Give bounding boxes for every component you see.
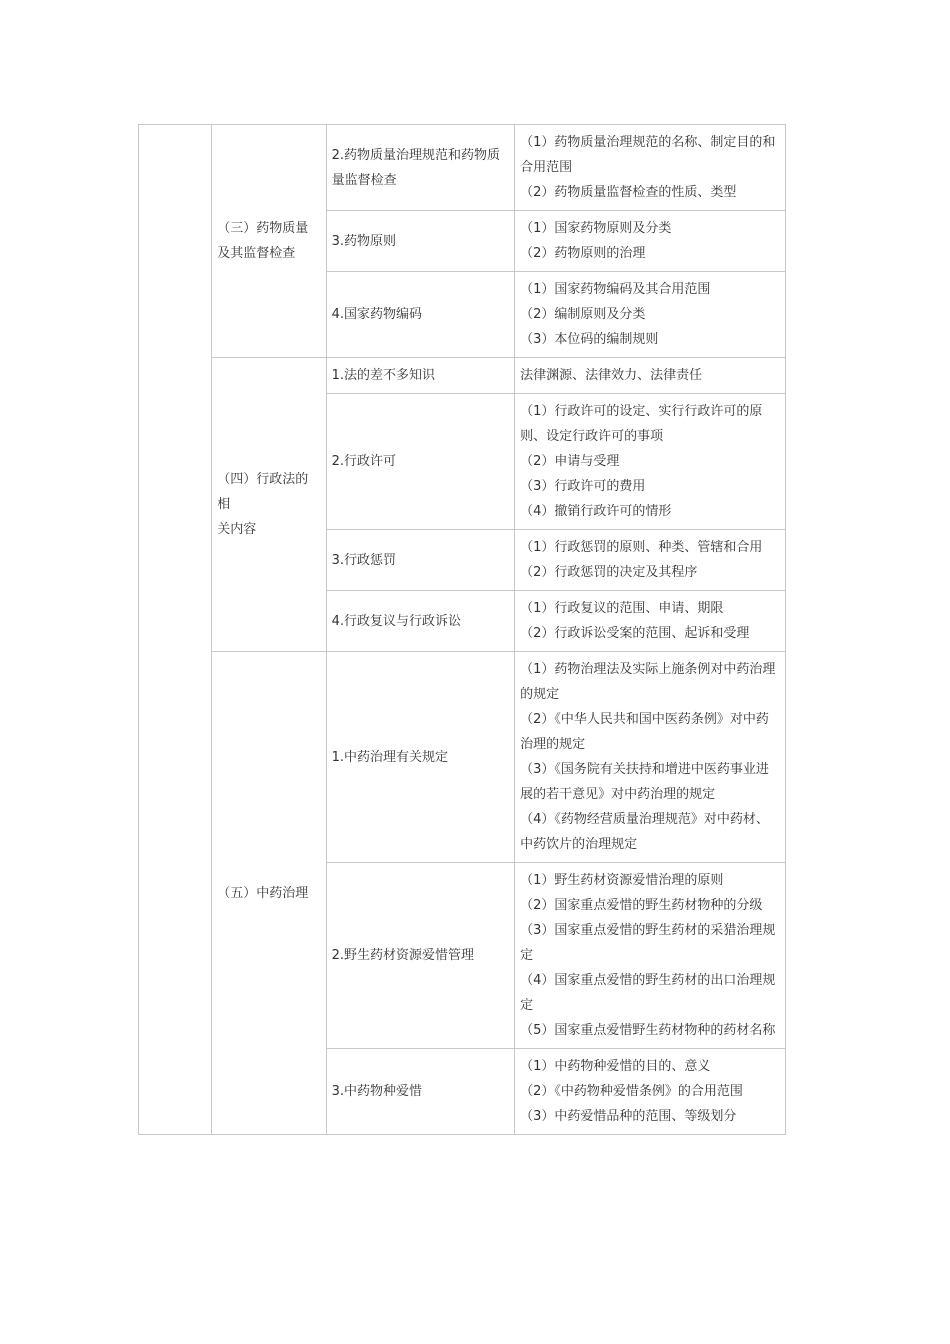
point-item: （3）本位码的编制规则	[520, 332, 659, 347]
points-cell	[515, 863, 786, 1049]
topic-cell	[326, 211, 515, 272]
point-item: （1）药物质量治理规范的名称、制定目的和合用范围	[520, 135, 776, 175]
point-item: （2）药物原则的治理	[520, 246, 646, 261]
point-item: （3）国家重点爱惜的野生药材的采猎治理规定	[520, 923, 776, 963]
topic-cell	[326, 652, 515, 863]
blank-first-column-cell	[139, 125, 212, 1135]
point-item: （2）行政诉讼受案的范围、起诉和受理	[520, 626, 750, 641]
topic-cell	[326, 272, 515, 358]
points-cell	[515, 358, 786, 394]
point-item: （3）中药爱惜品种的范围、等级划分	[520, 1109, 737, 1124]
point-item: 法律渊源、法律效力、法律责任	[520, 368, 703, 383]
point-item: （4）《药物经营质量治理规范》对中药材、中药饮片的治理规定	[520, 812, 769, 852]
table-row	[139, 652, 786, 863]
point-item: （1）国家药物原则及分类	[520, 221, 672, 236]
syllabus-table	[138, 124, 786, 1135]
points-cell	[515, 1049, 786, 1135]
point-item: （1）药物治理法及实际上施条例对中药治理的规定	[520, 662, 776, 702]
topic-label: 2.药物质量治理规范和药物质量监督检查	[331, 147, 500, 188]
topic-label: 2.行政许可	[331, 454, 396, 469]
topic-cell	[326, 394, 515, 530]
point-item: （2）编制原则及分类	[520, 307, 646, 322]
point-item: （1）野生药材资源爱惜治理的原则	[520, 873, 724, 888]
point-item: （2）《中华人民共和国中医药条例》对中药治理的规定	[520, 712, 769, 752]
topic-cell	[326, 591, 515, 652]
unit-label: （五）中药治理	[217, 885, 309, 901]
point-item: （1）行政复议的范围、申请、期限	[520, 601, 724, 616]
points-cell	[515, 652, 786, 863]
unit-cell	[212, 358, 326, 652]
unit-cell	[212, 652, 326, 1135]
topic-label: 3.药物原则	[331, 233, 396, 249]
point-item: （2）申请与受理	[520, 454, 620, 469]
unit-label: （三）药物质量及其监督检查	[217, 221, 309, 261]
points-cell	[515, 530, 786, 591]
point-item: （5）国家重点爱惜野生药材物种的药材名称	[520, 1023, 776, 1038]
topic-label: 4.国家药物编码	[331, 307, 422, 322]
topic-cell	[326, 125, 515, 211]
point-item: （2）行政惩罚的决定及其程序	[520, 565, 698, 580]
point-item: （3）《国务院有关扶持和增进中医药事业进展的若干意见》对中药治理的规定	[520, 762, 769, 802]
topic-label: 1.中药治理有关规定	[331, 749, 448, 765]
table-row	[139, 125, 786, 211]
point-item: （1）行政许可的设定、实行行政许可的原则、设定行政许可的事项	[520, 404, 763, 444]
point-item: （2）国家重点爱惜的野生药材物种的分级	[520, 898, 763, 913]
unit-label: 关内容	[217, 522, 257, 537]
point-item: （1）国家药物编码及其合用范围	[520, 282, 711, 297]
point-item: （2）药物质量监督检查的性质、类型	[520, 185, 737, 200]
points-cell	[515, 211, 786, 272]
point-item: （1）中药物种爱惜的目的、意义	[520, 1059, 711, 1074]
points-cell	[515, 272, 786, 358]
point-item: （2）《中药物种爱惜条例》的合用范围	[520, 1084, 743, 1099]
topic-label: 4.行政复议与行政诉讼	[331, 613, 461, 629]
topic-cell	[326, 358, 515, 394]
topic-label: 2.野生药材资源爱惜管理	[331, 948, 474, 963]
unit-label: （四）行政法的相	[217, 472, 309, 512]
topic-label: 1.法的差不多知识	[331, 368, 435, 383]
points-cell	[515, 591, 786, 652]
point-item: （4）撤销行政许可的情形	[520, 504, 672, 519]
topic-cell	[326, 1049, 515, 1135]
points-cell	[515, 125, 786, 211]
topic-label: 3.行政惩罚	[331, 552, 396, 568]
topic-cell	[326, 863, 515, 1049]
topic-cell	[326, 530, 515, 591]
point-item: （4）国家重点爱惜的野生药材的出口治理规定	[520, 973, 776, 1013]
point-item: （3）行政许可的费用	[520, 479, 646, 494]
table-row	[139, 358, 786, 394]
points-cell	[515, 394, 786, 530]
topic-label: 3.中药物种爱惜	[331, 1084, 422, 1099]
unit-cell	[212, 125, 326, 358]
point-item: （1）行政惩罚的原则、种类、管辖和合用	[520, 540, 763, 555]
